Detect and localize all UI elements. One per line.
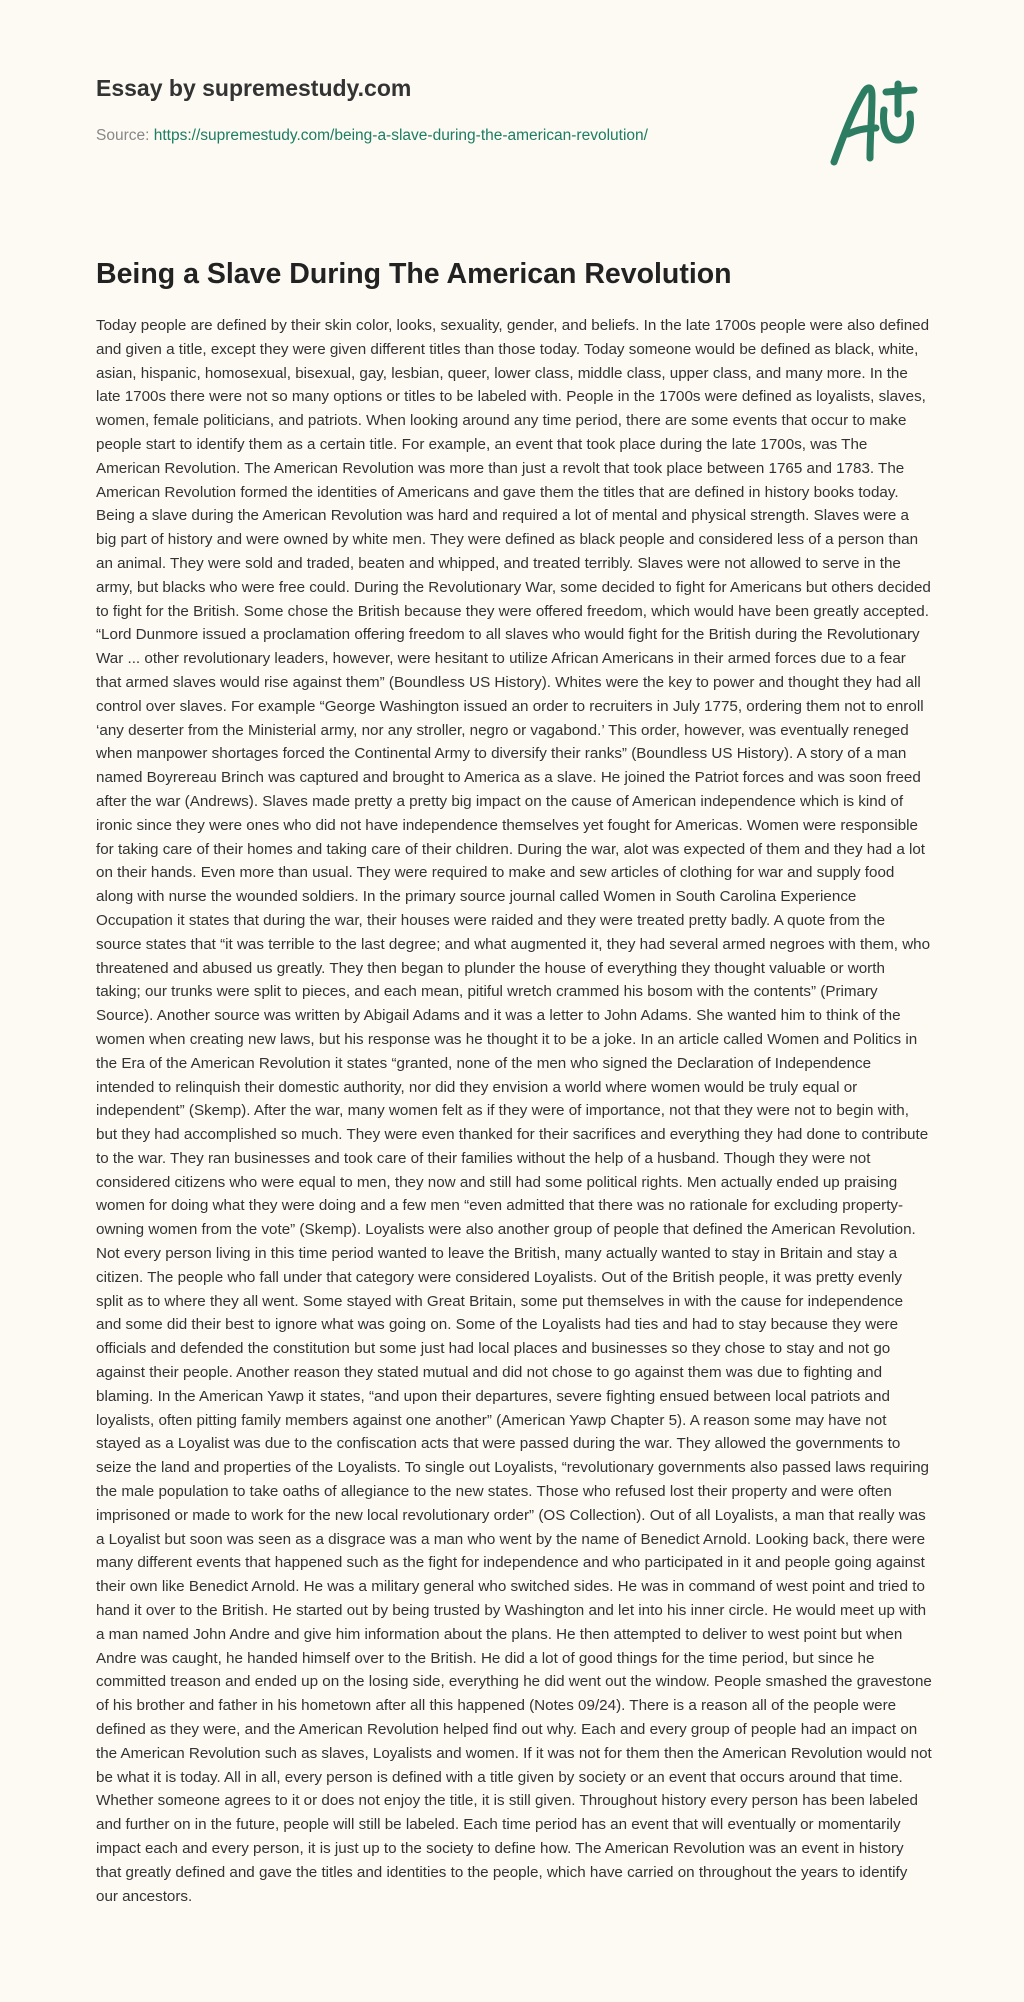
page-header — [96, 72, 696, 146]
a-plus-logo-graphic — [826, 70, 926, 170]
essay-body: Today people are defined by their skin color, looks, sexuality, gender, and beliefs. In the late 1700s people were also defined and given a title, except they were given different titles than those today. Today someone would be defined as black, white, asian, hispanic, homosexual, bisexual, gay, lesbian, queer, lower class, middle class, upper class, and many more. In the late 1700s there were not so many options or titles to be labeled with. People in the 1700s were defined as loyalists, slaves, women, female politicians, and patriots. When looking around any time period, there are some events that occur to make people start to identify them as a certain title. For example, an event that took place during the late 1700s, was The American Revolution. The American Revolution was more than just a revolt that took place between 1765 and 1783. The American Revolution formed the identities of Americans and gave them the titles that are defined in history books today. Being a slave during the American Revolution was hard and required a lot of mental and physical strength. Slaves were a big part of history and were owned by white men. They were defined as black people and considered less of a person than an animal. They were sold and traded, beaten and whipped, and treated terribly. Slaves were not allowed to serve in the army, but blacks who were free could. During the Revolutionary War, some decided to fight for Americans but others decided to fight for the British. Some chose the British because they were offered freedom, which would have been greatly accepted. “Lord Dunmore issued a proclamation offering freedom to all slaves who would fight for the British during the Revolutionary War ... other revolutionary leaders, however, were hesitant to utilize African Americans in their armed forces due to a fear that armed slaves would rise against them” (Boundless US History). Whites were the key to power and thought they had all control over slaves. For example “George Washington issued an order to recruiters in July 1775, ordering them not to enroll ‘any deserter from the Ministerial army, nor any stroller, negro or vagabond.’ This order, however, was eventually reneged when manpower shortages forced the Continental Army to diversify their ranks” (Boundless US History). A story of a man named Boyrereau Brinch was captured and brought to America as a slave. He joined the Patriot forces and was soon freed after the war (Andrews). Slaves made pretty a pretty big impact on the cause of American independence which is kind of ironic since they were ones who did not have independence themselves yet fought for Americas. Women were responsible for taking care of their homes and taking care of their children. During the war, alot was expected of them and they had a lot on their hands. Even more than usual. They were required to make and sew articles of clothing for war and supply food along with nurse the wounded soldiers. In the primary source journal called Women in South Carolina Experience Occupation it states that during the war, their houses were raided and they were treated pretty badly. A quote from the source states that “it was terrible to the last degree; and what augmented it, they had several armed negroes with them, who threatened and abused us greatly. They then began to plunder the house of everything they thought valuable or worth taking; our trunks were split to pieces, and each mean, pitiful wretch crammed his bosom with the contents” (Primary Source). Another source was written by Abigail Adams and it was a letter to John Adams. She wanted him to think of the women when creating new laws, but his response was he thought it to be a joke. In an article called Women and Politics in the Era of the American Revolution it states “granted, none of the men who signed the Declaration of Independence intended to relinquish their domestic authority, nor did they envision a world where women would be truly equal or independent” (Skemp). After the war, many women felt as if they were of importance, not that they were not to begin with, but they had accomplished so much. They were even thanked for their sacrifices and everything they had done to contribute to the war. They ran businesses and took care of their families without the help of a husband. Though they were not considered citizens who were equal to men, they now and still had some political rights. Men actually ended up praising women for doing what they were doing and a few men “even admitted that there was no rationale for excluding property-owning women from the vote” (Skemp). Loyalists were also another group of people that defined the American Revolution. Not every person living in this time period wanted to leave the British, many actually wanted to stay in Britain and stay a citizen. The people who fall under that category were considered Loyalists. Out of the British people, it was pretty evenly split as to where they all went. Some stayed with Great Britain, some put themselves in with the cause for independence and some did their best to ignore what was going on. Some of the Loyalists had ties and had to stay because they were officials and defended the constitution but some just had local places and businesses so they chose to stay and not go against their people. Another reason they stated mutual and did not chose to go against them was due to fighting and blaming. In the American Yawp it states, “and upon their departures, severe fighting ensued between local patriots and loyalists, often pitting family members against one another” (American Yawp Chapter 5). A reason some may have not stayed as a Loyalist was due to the confiscation acts that were passed during the war. They allowed the governments to seize the land and properties of the Loyalists. To single out Loyalists, “revolutionary governments also passed laws requiring the male population to take oaths of allegiance to the new states. Those who refused lost their property and were often imprisoned or made to work for the new local revolutionary order” (OS Collection). Out of all Loyalists, a man that really was a Loyalist but soon was seen as a disgrace was a man who went by the name of Benedict Arnold. Looking back, there were many different events that happened such as the fight for independence and who participated in it and people going against their own like Benedict Arnold. He was a military general who switched sides. He was in command of west point and tried to hand it over to the British. He started out by being trusted by Washington and let into his inner circle. He would meet up with a man named John Andre and give him information about the plans. He then attempted to deliver to west point but when Andre was caught, he handed himself over to the British. He did a lot of good things for the time period, but since he committed treason and ended up on the losing side, everything he did went out the window. People smashed the gravestone of his brother and father in his hometown after all this happened (Notes 09/24). There is a reason all of the people were defined as they were, and the American Revolution helped find out why. Each and every group of people had an impact on the American Revolution such as slaves, Loyalists and women. If it was not for them then the American Revolution would not be what it is today. All in all, every person is defined with a title given by society or an event that occurs around that time. Whether someone agrees to it or does not enjoy the title, it is still given. Throughout history every person has been labeled and further on in the future, people will still be labeled. Each time period has an event that will eventually or momentarily impact each and every person, it is just up to the society to define how. The American Revolution was an event in history that greatly defined and gave the titles and identities to the people, which have carried on throughout the years to identify our ancestors. — [96, 317, 932, 1905]
source-label: Source: — [96, 127, 150, 144]
essay-title: Being a Slave During The American Revolution — [96, 258, 732, 290]
source-line — [96, 126, 696, 146]
source-link[interactable]: https://supremestudy.com/being-a-slave-during-the-american-revolution/ — [153, 127, 648, 144]
site-title: Essay by supremestudy.com — [96, 75, 412, 101]
a-plus-logo-icon — [826, 70, 926, 170]
